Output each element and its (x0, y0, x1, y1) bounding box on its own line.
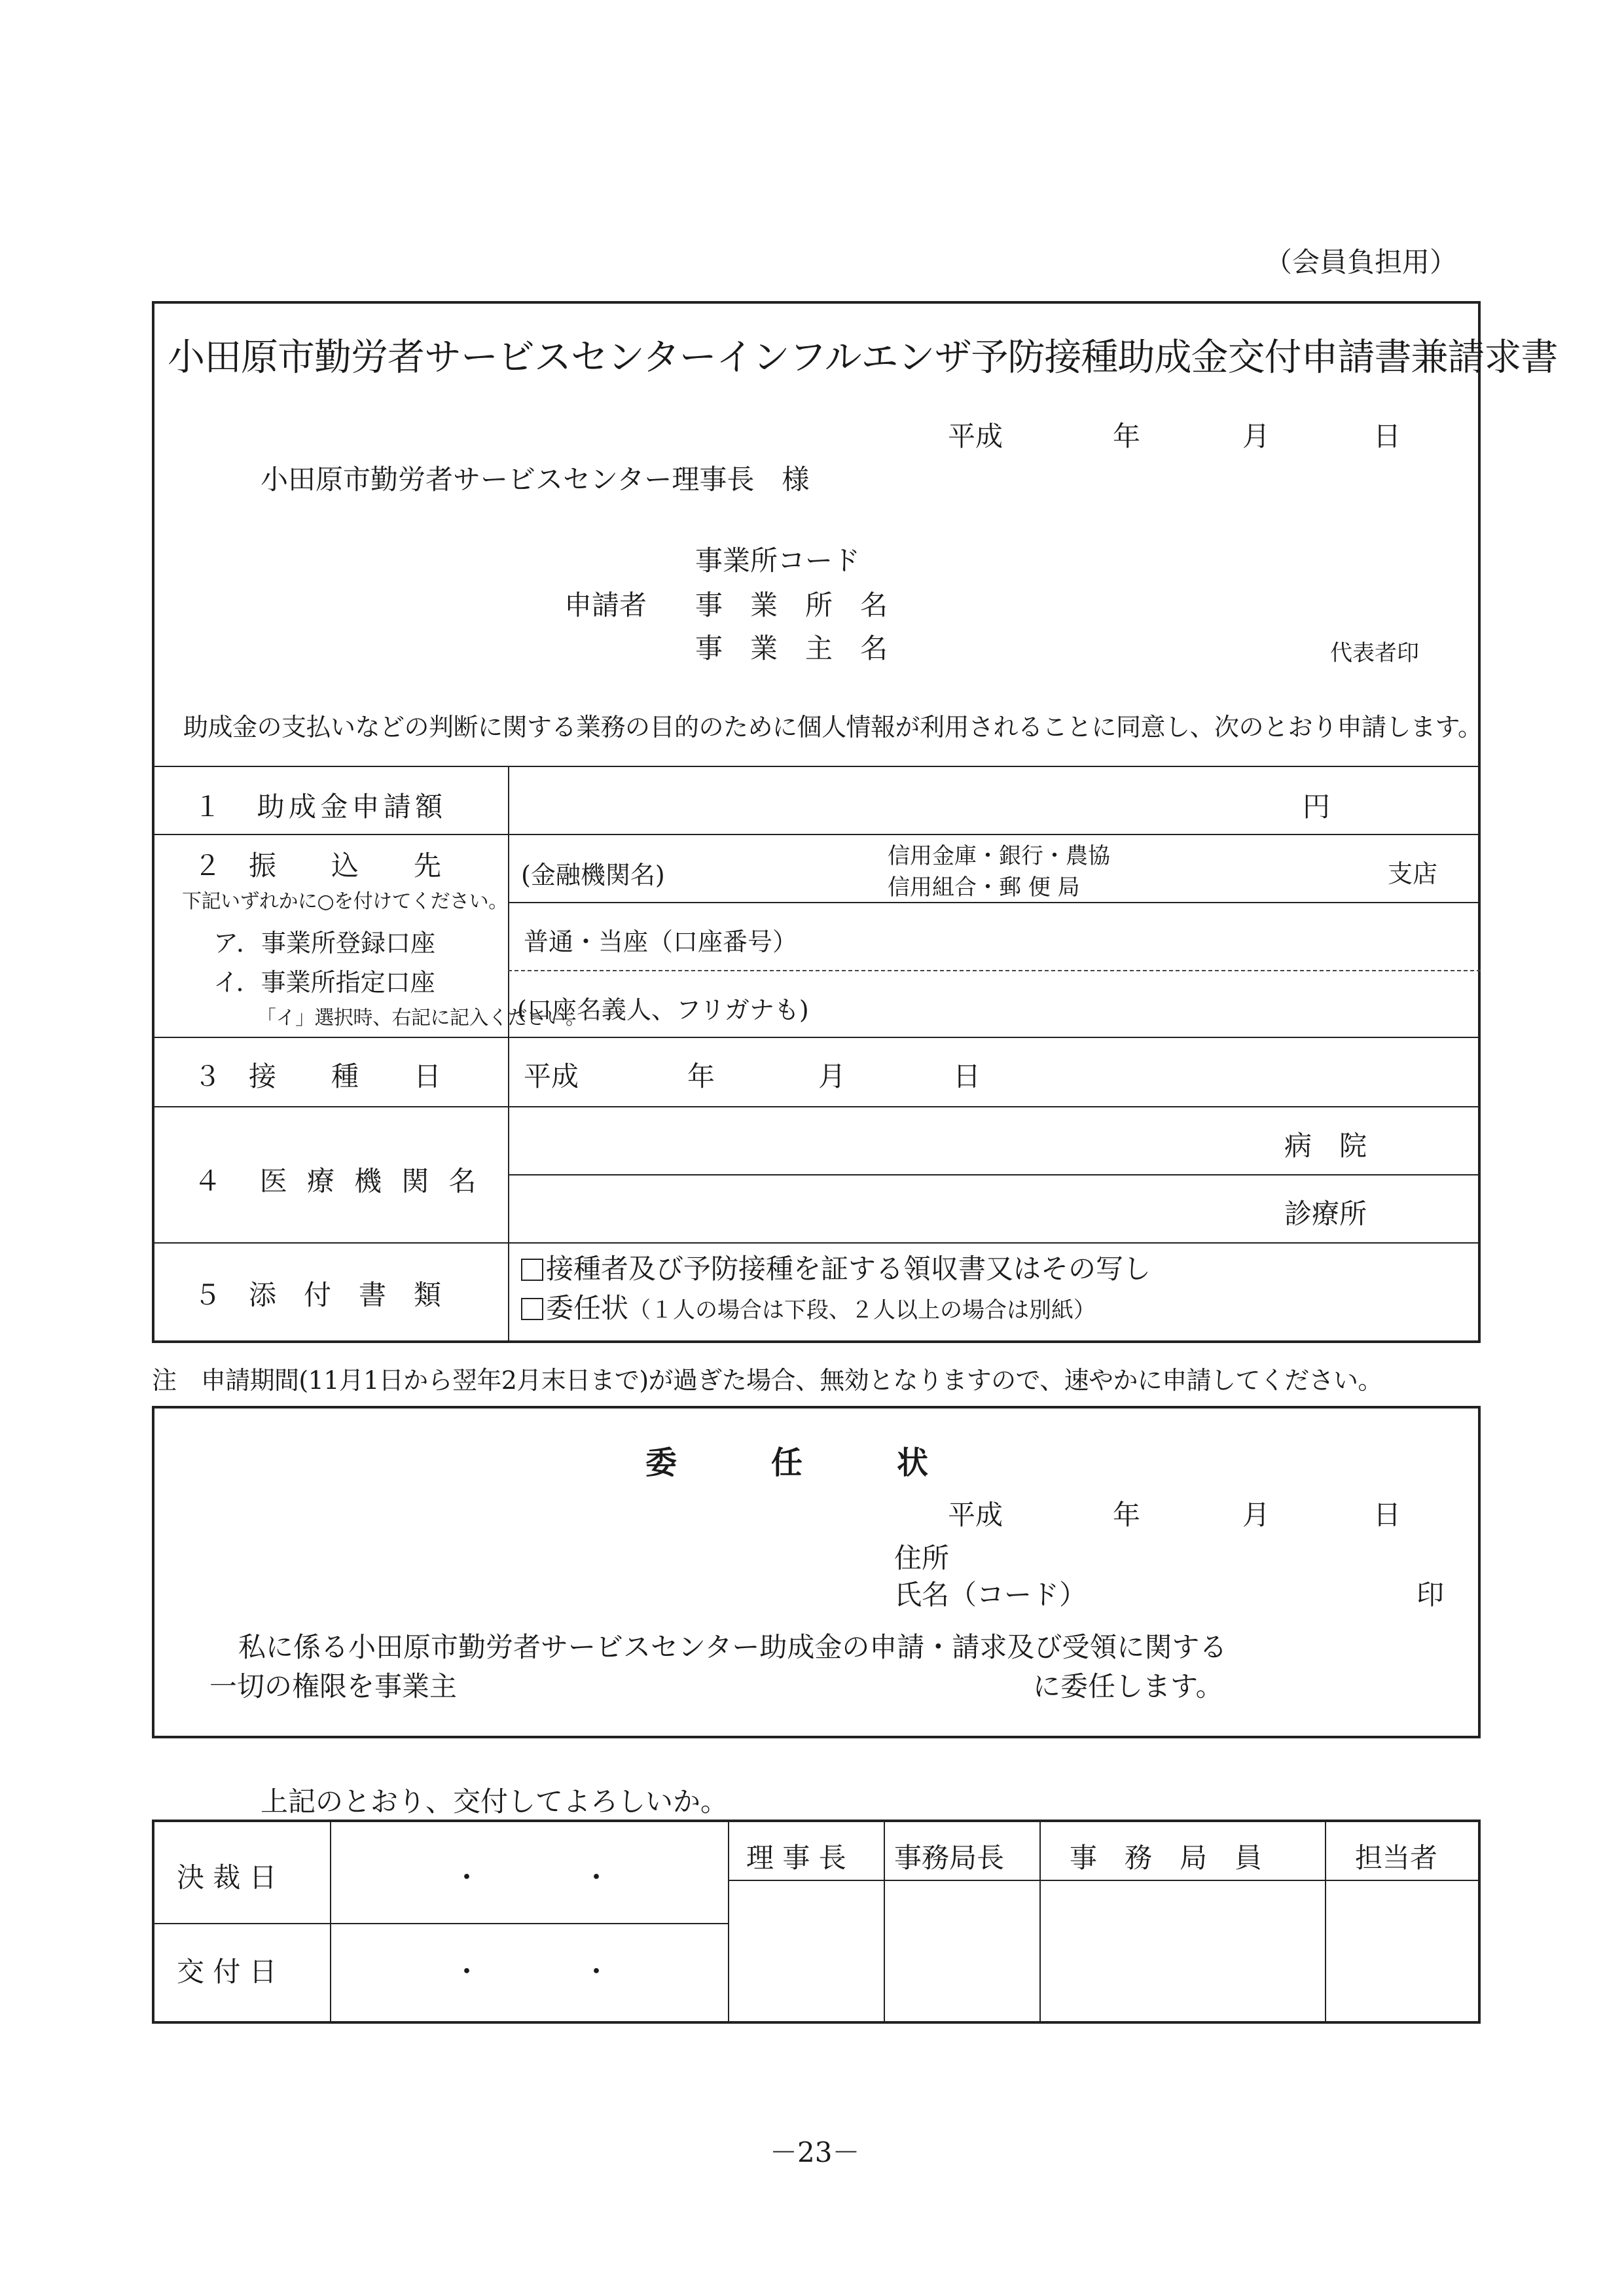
proxy-note: （１人の場合は下段、２人以上の場合は別紙） (628, 1297, 1096, 1323)
proxy-name-input[interactable] (1113, 1568, 1407, 1607)
applicant-label: 申請者 (564, 589, 647, 621)
approval-col-line-1 (330, 1821, 331, 2022)
proxy-date-month: 月 (1242, 1499, 1271, 1531)
option-b-note: 「イ」選択時、右記に記入ください。 (257, 1007, 585, 1030)
table-label-divider (508, 766, 509, 1342)
issue-date-dot-2: ・ (583, 1956, 611, 1988)
bank-name-label: (金融機関名) (521, 861, 665, 889)
row-line-4 (152, 1242, 1481, 1244)
addressee: 小田原市勤労者サービスセンター理事長 様 (261, 463, 810, 495)
form-date-day: 日 (1373, 420, 1401, 452)
approval-col-line-4 (1039, 1821, 1041, 2022)
option-a-registered-account[interactable]: ア．事業所登録口座 (213, 929, 435, 958)
transfer-label: ２ 振 込 先 (194, 850, 442, 882)
proxy-text-line-2a: 一切の権限を事業主 (209, 1670, 458, 1702)
proxy-address-label: 住所 (894, 1542, 950, 1574)
approval-col-line-3 (884, 1821, 885, 2022)
vaccination-date-year: 年 (687, 1060, 715, 1092)
column-secretary-general: 事務局長 (894, 1842, 1005, 1874)
decision-date-dot-2: ・ (583, 1861, 611, 1893)
approval-header-divider (728, 1880, 1479, 1881)
proxy-address-input[interactable] (969, 1532, 1466, 1571)
hospital-name-input[interactable] (517, 1121, 1270, 1160)
vaccination-date-month: 月 (818, 1060, 846, 1092)
decision-date-dot-1: ・ (453, 1861, 481, 1893)
proxy-date-year: 年 (1113, 1499, 1141, 1531)
issue-date-label: 交 付 日 (177, 1956, 277, 1988)
vaccination-date-label: ３ 接 種 日 (194, 1060, 442, 1092)
vaccination-date-era: 平成 (524, 1060, 579, 1092)
transfer-hint: 下記いずれかに○を付けてください。 (182, 890, 508, 913)
proxy-title: 委 任 状 (645, 1444, 929, 1481)
amount-label: １ 助成金申請額 (194, 791, 447, 823)
column-chairman: 理 事 長 (746, 1842, 846, 1874)
proxy-name-label: 氏名（コード） (894, 1579, 1087, 1611)
branch-label: 支店 (1388, 859, 1438, 888)
row-line-4a (508, 1174, 1481, 1175)
approval-col-line-2 (728, 1821, 729, 2022)
approval-intro: 上記のとおり、交付してよろしいか。 (261, 1785, 729, 1818)
row-line-2 (152, 1037, 1481, 1038)
receipt-checkbox[interactable] (521, 1259, 543, 1281)
office-code-label: 事業所コード (695, 545, 861, 577)
form-title: 小田原市勤労者サービスセンターインフルエンザ予防接種助成金交付申請書兼請求書 (168, 336, 1558, 379)
clinic-label: 診療所 (1284, 1198, 1367, 1230)
medical-institution-label: ４ 医 療 機 関 名 (194, 1165, 482, 1197)
attachment-receipt (521, 1247, 1151, 1287)
bank-types-line-2: 信用組合・郵 便 局 (888, 874, 1080, 901)
form-date-era: 平成 (948, 420, 1003, 452)
row-line-2a (508, 902, 1481, 903)
proxy-date-era: 平成 (948, 1499, 1003, 1531)
bank-types-line-1: 信用金庫・銀行・農協 (888, 843, 1110, 869)
issue-date-dot-1: ・ (453, 1956, 481, 1988)
option-b-designated-account[interactable]: イ．事業所指定口座 (213, 968, 435, 997)
decision-date-label: 決 裁 日 (177, 1861, 277, 1893)
proxy-date-day: 日 (1373, 1499, 1401, 1531)
consent-statement: 助成金の支払いなどの判断に関する業務の目的のために個人情報が利用されることに同意し、次のとおり申請します。 (183, 713, 1483, 742)
vaccination-date-day: 日 (953, 1060, 981, 1092)
proxy-checkbox[interactable] (521, 1298, 543, 1320)
receipt-text: 接種者及び予防接種を証する領収書又はその写し (546, 1253, 1151, 1285)
representative-seal-label: 代表者印 (1330, 640, 1419, 666)
form-date-year: 年 (1113, 420, 1141, 452)
account-holder-input[interactable] (851, 982, 1473, 1021)
column-person-in-charge: 担当者 (1355, 1842, 1438, 1874)
amount-input[interactable] (517, 780, 1290, 819)
account-holder-label: (口座名義人、フリガナも) (517, 996, 809, 1024)
row-line-2b-dashed (508, 970, 1481, 971)
approval-col-line-5 (1325, 1821, 1326, 2022)
clinic-name-input[interactable] (517, 1190, 1270, 1229)
proxy-text-line-2b: に委任します。 (1033, 1670, 1223, 1702)
row-line-3 (152, 1106, 1481, 1107)
table-top-line (152, 766, 1481, 767)
proxy-employer-input[interactable] (511, 1660, 1021, 1699)
attachment-proxy (521, 1287, 1096, 1326)
application-period-note: 注 申請期間(11月1日から翌年2月末日まで)が過ぎた場合、無効となりますので、速やかに申請してください。 (152, 1366, 1382, 1395)
member-burden-note: （会員負担用） (1265, 246, 1458, 278)
row-line-1 (152, 834, 1481, 835)
proxy-seal: 印 (1416, 1579, 1445, 1611)
account-number-input[interactable] (818, 914, 1473, 953)
hospital-label: 病 院 (1284, 1130, 1367, 1162)
amount-unit: 円 (1303, 791, 1331, 823)
proxy-text: 委任状 (546, 1292, 629, 1324)
owner-name-label: 事 業 主 名 (695, 632, 888, 664)
column-staff: 事 務 局 員 (1070, 1842, 1263, 1874)
page-number: －23－ (770, 2136, 860, 2168)
form-date-month: 月 (1242, 420, 1271, 452)
account-number-label: 普通・当座（口座番号） (524, 927, 798, 956)
approval-row-divider-left (153, 1923, 728, 1924)
attachments-label: ５ 添 付 書 類 (194, 1279, 442, 1311)
office-name-label: 事 業 所 名 (695, 589, 888, 621)
proxy-text-line-1: 私に係る小田原市勤労者サービスセンター助成金の申請・請求及び受領に関する (238, 1631, 1227, 1663)
